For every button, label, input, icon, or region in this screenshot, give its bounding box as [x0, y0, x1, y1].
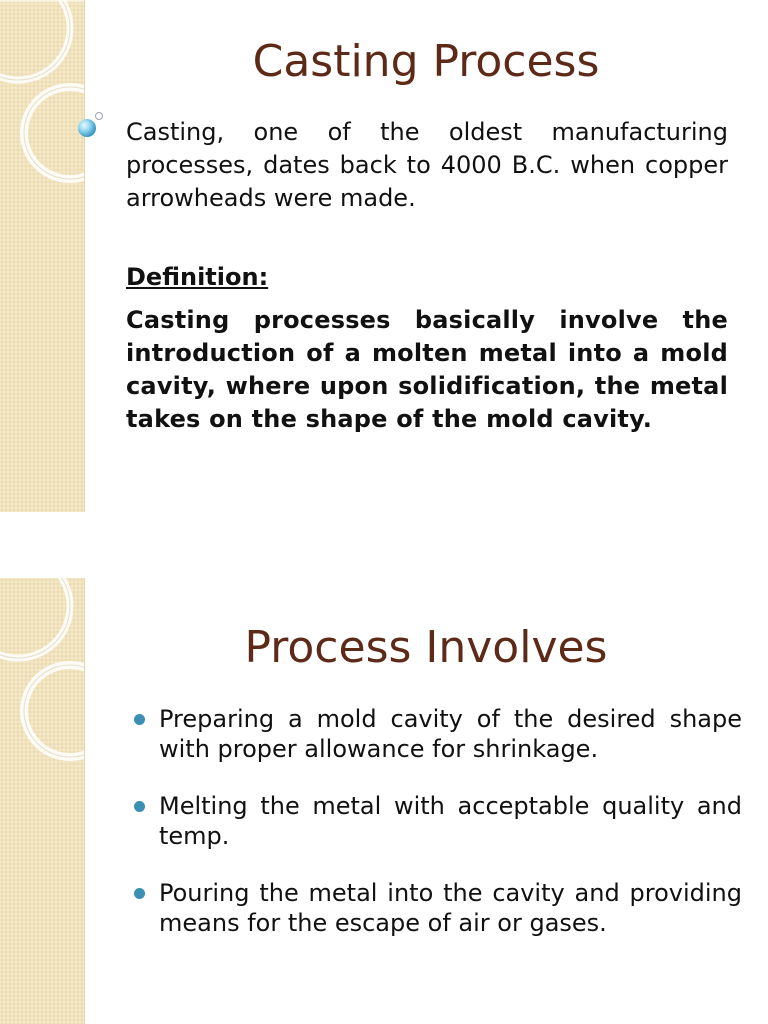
small-circle-icon	[95, 112, 103, 120]
list-item-text: Pouring the metal into the cavity and providing means for the escape of air or gases.	[159, 879, 742, 937]
definition-paragraph: Casting processes basically involve the introduction of a molten metal into a mold cavity, where upon solidification, the metal takes on the shape of the mold cavity.	[126, 306, 728, 433]
decorative-rings	[0, 578, 84, 1024]
list-item-text: Melting the metal with acceptable quality and temp.	[159, 792, 742, 850]
glass-sphere-bullet-icon	[78, 119, 96, 137]
list-item	[134, 704, 742, 764]
decorative-rings	[0, 0, 84, 512]
process-bullet-list	[134, 704, 742, 965]
slide-title: Casting Process	[252, 36, 600, 87]
intro-paragraph: Casting, one of the oldest manufacturing processes, dates back to 4000 B.C. when copper arrowheads were made.	[126, 118, 728, 212]
slide-separator	[0, 512, 768, 578]
slide-title: Process Involves	[244, 622, 608, 673]
bullet-icon	[134, 888, 145, 899]
list-item	[134, 791, 742, 851]
slide-process-involves	[0, 578, 768, 1024]
decorative-side-band	[0, 0, 85, 512]
decorative-side-band	[0, 578, 85, 1024]
bullet-icon	[134, 714, 145, 725]
definition-heading: Definition:	[126, 263, 269, 291]
list-item-text: Preparing a mold cavity of the desired shape with proper allowance for shrinkage.	[159, 705, 742, 763]
list-item	[134, 878, 742, 938]
bullet-icon	[134, 801, 145, 812]
